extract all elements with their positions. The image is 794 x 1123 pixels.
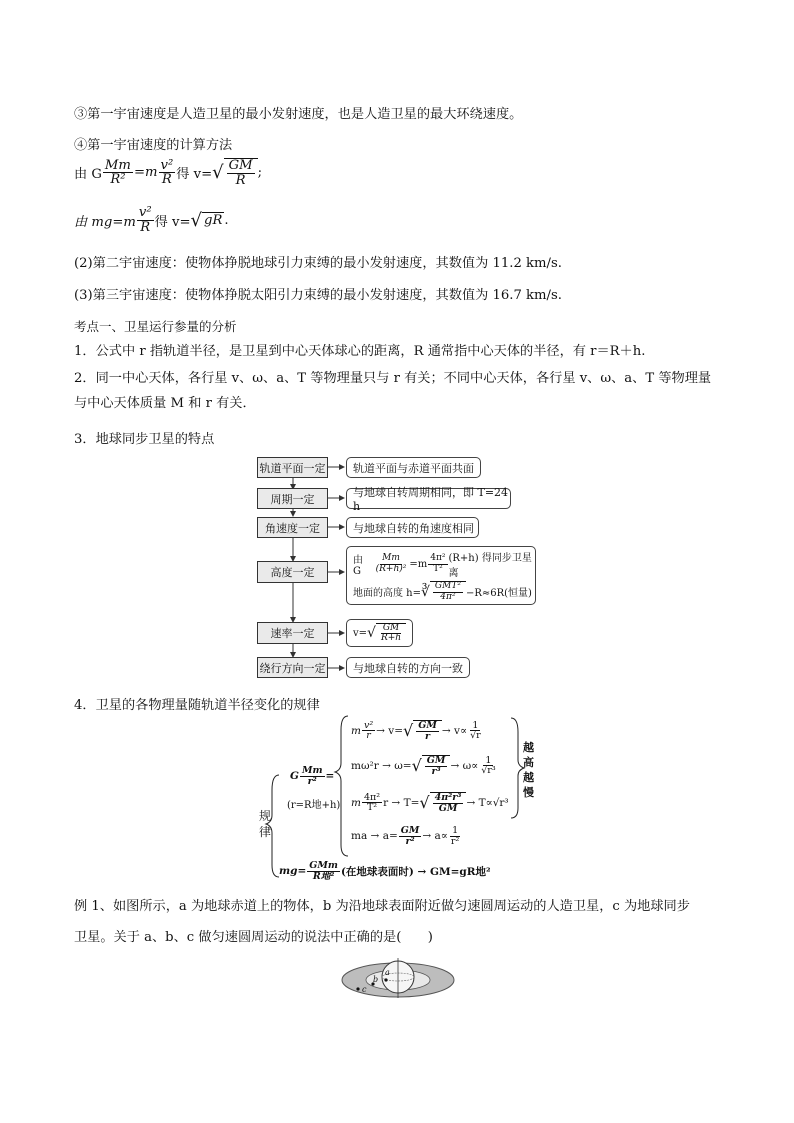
example-1-line-a: 例 1、如图所示，a 为地球赤道上的物体，b 为沿地球表面附近做匀速圆周运动的人造卫星，c 为地球同步 [74,899,690,914]
speed-den: R+h [380,633,402,643]
f2-prop-den: √r³ [481,765,496,777]
orbit-label-b: b [373,975,379,984]
f1-prop-num: 1 [472,719,479,731]
height-eq-den2: T² [433,563,443,574]
f3-arrow: r → T= [383,796,420,809]
rule-label-char-2: 律 [259,825,272,839]
f3-root-den: GM [438,802,458,814]
f3-prop: → T∝√r³ [466,796,509,809]
f4-num: GM [400,825,420,836]
rule-label-char-1: 规 [259,809,272,823]
flow-result-period: 与地球自转周期相同，即 T=24 h [346,488,511,509]
height-eq-num: Mm [382,553,400,564]
eq1-numerator: Mm [104,157,131,173]
f4-den: r² [405,835,415,847]
eq2-sqrt: gR [204,213,223,229]
surface-prefix: mg= [279,865,307,878]
gravity-num: Mm [301,765,323,776]
gravity-den: r² [307,775,317,787]
orbit-label-c: c [362,985,367,994]
surface-tail: (在地球表面时) → GM=gR地² [340,865,491,878]
f1-prop: → v∝ [441,724,468,737]
side-char-2: 高 [523,756,534,769]
speed-prefix: v= [353,627,368,639]
object-a-dot [384,978,387,981]
surface-num: GMm [309,860,338,871]
f1-root-num: GM [418,720,437,731]
flow-speed: 速率一定 [257,622,328,644]
eq2-denominator: R [140,219,151,235]
height-eq-mid: =m [409,558,428,570]
second-cosmic-velocity: (2)第二宇宙速度：使物体挣脱地球引力束缚的最小发射速度，其数值为 11.2 km/s. [74,256,562,271]
f4-prefix: ma → a= [351,830,398,843]
eq1-numerator-2: v² [160,157,174,173]
f2-root-num: GM [426,755,446,766]
eq2-numerator: v² [138,205,152,220]
point-2-line-b: 与中心天体质量 M 和 r 有关． [74,396,256,411]
f2-prop: → ω∝ [450,759,479,772]
eq1-denominator: R² [110,172,126,188]
f2-root-den: r³ [431,765,441,777]
third-cosmic-velocity: (3)第三宇宙速度：使物体挣脱太阳引力束缚的最小发射速度，其数值为 16.7 km/s. [74,288,562,303]
section-heading: 考点一、卫星运行参量的分析 [74,319,237,334]
surface-den: R地² [312,870,335,882]
f2-prop-num: 1 [485,754,492,766]
flow-height: 高度一定 [257,561,328,583]
sqrt-icon: √ [367,625,376,641]
example-1-line-b: 卫星。关于 a、b、c 做匀速圆周运动的说法中正确的是( ) [74,930,433,945]
f2-prefix: mω²r → ω= [351,759,412,772]
sqrt-icon: √ [212,162,224,184]
f3-num: 4π² [363,791,381,803]
eq2-get: 得 v= [154,214,191,230]
sqrt-icon: √ [411,756,422,776]
eq1-sqrt-num: GM [228,158,253,173]
f4-prop-num: 1 [452,825,459,836]
f1-arrow: → v= [376,724,404,737]
eq2-end: . [224,212,229,228]
gravity-g: G [290,770,299,783]
sqrt-icon: √ [190,209,203,231]
height-result-tail: −R≈6R(恒量) [465,588,532,599]
eq1-end: ; [257,165,263,181]
eq1-denominator-2: R [161,172,172,188]
eq1-mid: =m [133,165,158,181]
f3-den: T² [366,802,378,814]
height-root-den: 4π² [440,591,456,602]
flow-result-direction: 与地球自转的方向一致 [346,657,470,678]
gravity-eq: = [325,770,335,783]
f3-root-num: 4π²r³ [434,792,462,803]
gravity-condition: (r=R地+h) [287,800,341,811]
side-char-3: 越 [523,771,534,784]
eq2-prefix: 由 mg=m [74,214,136,230]
flow-direction: 绕行方向一定 [257,657,328,678]
height-eq-den: (R+h)² [375,563,407,574]
point-4: 4．卫星的各物理量随轨道半径变化的规律 [74,698,320,713]
flow-period: 周期一定 [257,488,328,509]
height-root-num: GMT² [434,581,461,592]
point-2-line-a: 2．同一中心天体，各行星 v、ω、a、T 等物理量只与 r 有关；不同中心天体，各行星 v、ω、a、T 等物理量 [74,371,712,386]
eq1-get: 得 v= [176,167,213,183]
point-3: 3．地球同步卫星的特点 [74,432,215,447]
note-line-4: ④第一宇宙速度的计算方法 [74,138,233,153]
note-line-3: ③第一宇宙速度是人造卫星的最小发射速度，也是人造卫星的最大环绕速度。 [74,107,523,122]
point-1: 1．公式中 r 指轨道半径，是卫星到中心天体球心的距离，R 通常指中心天体的半径，有 r＝R＋h. [74,344,646,359]
height-result-prefix: 地面的高度 h= [353,588,421,599]
f1-den: r [366,730,371,742]
flow-result-orbit-plane: 轨道平面与赤道平面共面 [346,457,481,478]
f1-root-den: r [425,730,431,742]
side-char-4: 慢 [523,786,534,799]
eq1-sqrt-den: R [235,172,246,188]
speed-num: GM [382,622,400,633]
side-char-1: 越 [523,741,534,754]
eq1-prefix: 由 G [74,167,102,183]
flow-angular-velocity: 角速度一定 [257,517,328,538]
height-eq-tail: (R+h) 得同步卫星离 [448,553,532,580]
sqrt-icon: √ [403,721,414,741]
f4-prop-den: r² [450,835,460,847]
flow-result-angular-velocity: 与地球自转的角速度相同 [346,517,479,538]
f1-prop-den: √r [470,730,481,742]
f1-m: m [351,724,361,737]
f1-num: v² [363,719,374,731]
cube-root-icon: ∛ [421,583,430,600]
orbit-label-a: a [385,968,390,977]
sqrt-icon: √ [419,793,430,813]
height-eq-num2: 4π² [430,553,446,564]
f4-prop: → a∝ [422,830,448,843]
height-eq-prefix: 由 G [353,555,363,578]
flow-orbit-plane: 轨道平面一定 [257,457,328,478]
f3-m: m [351,796,361,809]
satellite-c-dot [356,987,359,990]
